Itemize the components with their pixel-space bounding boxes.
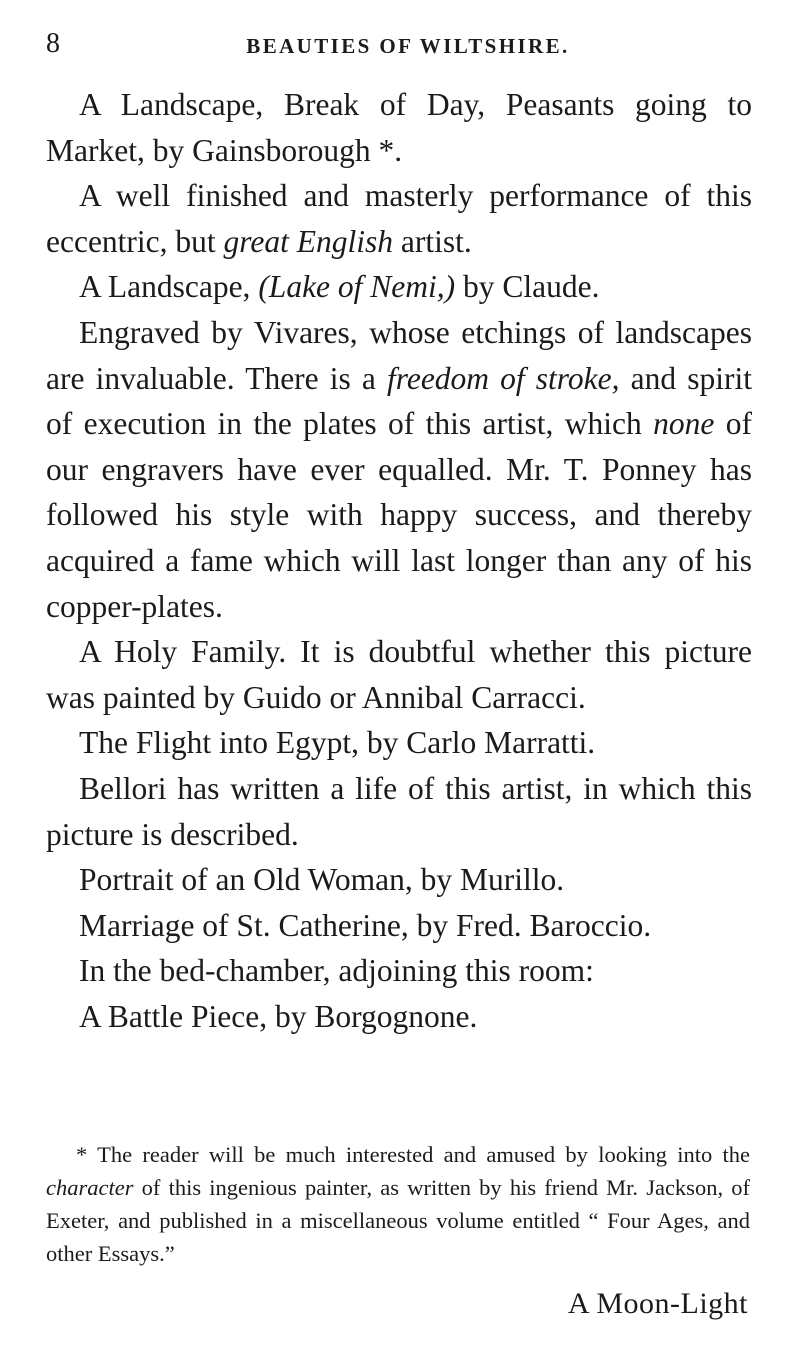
paragraph-text: A Landscape, Break of Day, Peasants going to Market, by Gainsborough *. xyxy=(46,87,752,168)
paragraph-text: A Holy Family. It is doubtful whether this picture was painted by Guido or Annibal Carracci. xyxy=(46,634,752,715)
paragraph-flight-egypt xyxy=(46,720,752,766)
paragraph-text: In the bed-chamber, adjoining this room: xyxy=(79,953,594,989)
catchword: A Moon-Light xyxy=(567,1287,748,1320)
page-header xyxy=(46,24,750,64)
paragraph-text: A well finished and masterly performance of this eccentric, but xyxy=(46,178,752,259)
paragraph-baroccio xyxy=(46,903,752,949)
italic-text: great English xyxy=(223,223,393,259)
footnote-text: of this ingenious painter, as written by his friend Mr. Jackson, of Exeter, and published in a miscellaneous volume entitled “ Four Ages, and other Essays.” xyxy=(46,1175,750,1266)
paragraph-bellori xyxy=(46,766,752,857)
italic-text: none xyxy=(653,406,715,442)
paragraph-text: and spirit of execution in the plates of this artist, which xyxy=(46,360,752,442)
running-head: BEAUTIES OF WILTSHIRE. xyxy=(246,34,570,58)
italic-text: freedom of stroke, xyxy=(387,360,620,396)
paragraph-text: by Claude. xyxy=(455,269,600,305)
body-text xyxy=(46,82,752,1039)
paragraph-text: Portrait of an Old Woman, by Murillo. xyxy=(79,862,565,898)
paragraph-borgognone xyxy=(46,994,752,1040)
paragraph-text: artist. xyxy=(392,223,472,259)
paragraph-claude xyxy=(46,264,752,310)
paragraph-text: of our engravers have ever equalled. Mr. T. Ponney has followed his style with happy success, and thereby acquired a fame which will last longer than any of his copper-plates. xyxy=(46,406,752,624)
paragraph-bed-chamber xyxy=(46,948,752,994)
page-number: 8 xyxy=(46,28,60,59)
paragraph-text: The Flight into Egypt, by Carlo Marratti. xyxy=(79,725,596,761)
italic-text: character xyxy=(46,1175,134,1200)
paragraph-text: A Battle Piece, by Borgognone. xyxy=(79,998,478,1034)
paragraph-gainsborough xyxy=(46,82,752,173)
paragraph-vivares xyxy=(46,310,752,629)
footnote xyxy=(46,1138,750,1270)
paragraph-gainsborough-note xyxy=(46,173,752,264)
paragraph-murillo xyxy=(46,857,752,903)
paragraph-text: Engraved by Vivares, whose etchings of landscapes are invaluable. There is a xyxy=(46,314,752,396)
italic-text: (Lake of Nemi,) xyxy=(258,269,456,305)
footnote-text: * The reader will be much interested and amused by looking into the xyxy=(76,1142,750,1167)
paragraph-text: Marriage of St. Catherine, by Fred. Baroccio. xyxy=(79,907,652,943)
paragraph-text: Bellori has written a life of this artist, in which this picture is described. xyxy=(46,770,752,852)
paragraph-holy-family xyxy=(46,629,752,720)
paragraph-text: A Landscape, xyxy=(79,269,259,305)
